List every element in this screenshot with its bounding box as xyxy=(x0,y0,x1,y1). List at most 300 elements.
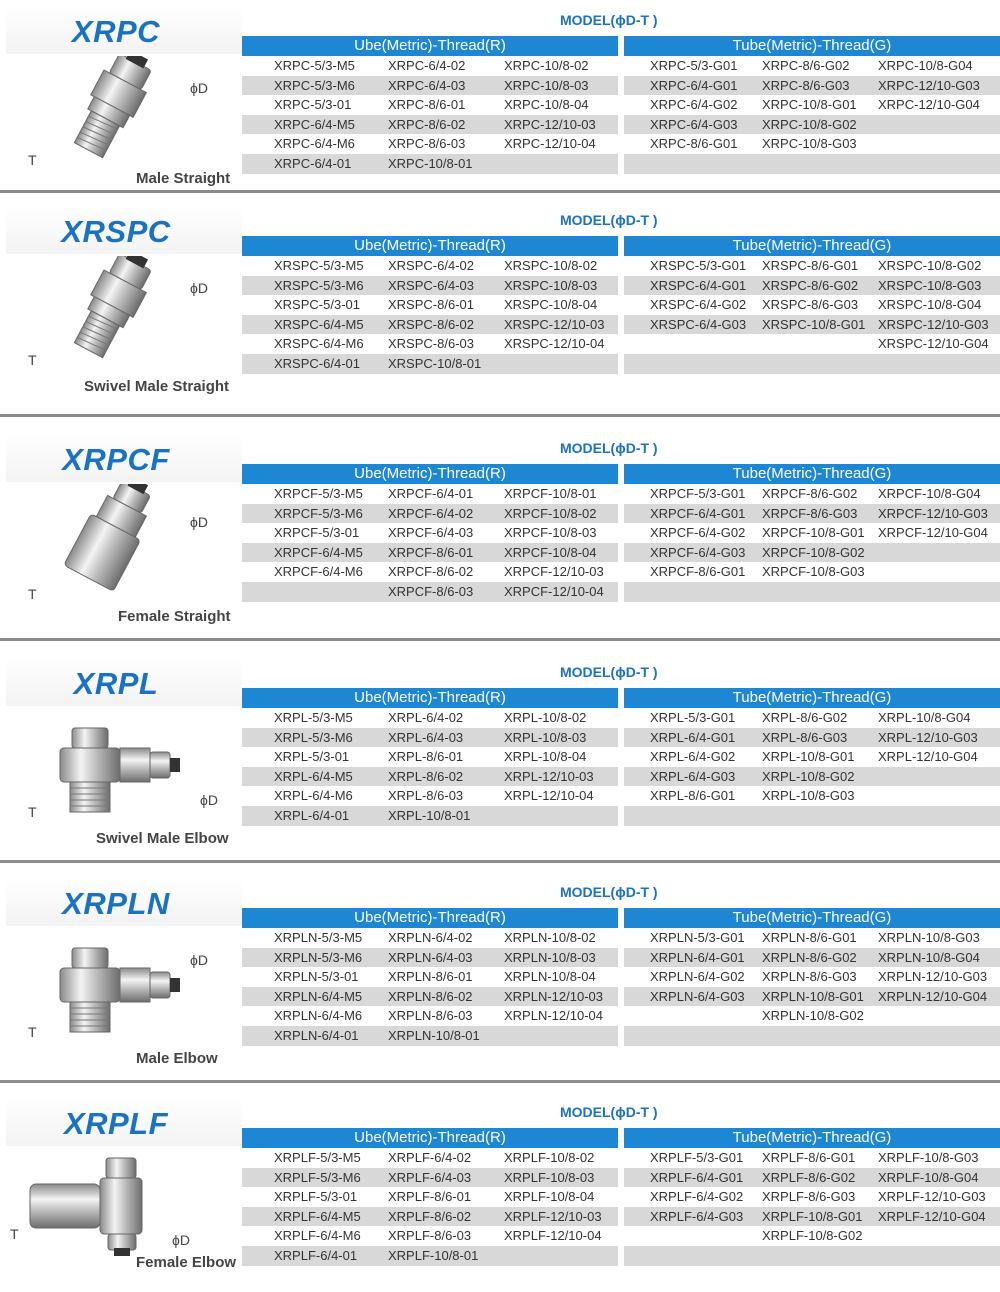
table-row xyxy=(242,115,618,135)
model-code-cell: XRPLF-6/4-01 xyxy=(274,1247,358,1263)
model-code-cell: XRPCF-5/3-M5 xyxy=(274,486,363,501)
model-title: MODEL(ϕD-T ) xyxy=(560,440,658,456)
thread-label: T xyxy=(10,1226,19,1242)
right-thread-table xyxy=(624,908,1000,1046)
model-code-cell: XRSPC-6/4-G01 xyxy=(650,277,747,293)
right-thread-table xyxy=(624,464,1000,602)
table-row xyxy=(242,1148,618,1168)
model-code-cell: XRPC-10/8-02 xyxy=(504,58,589,73)
fitting-image xyxy=(30,708,200,818)
model-code-cell: XRPCF-12/10-G04 xyxy=(878,525,988,541)
model-code-cell: XRSPC-12/10-03 xyxy=(504,316,605,332)
model-code-cell: XRSPC-6/4-M6 xyxy=(274,336,364,352)
product-section-xrpc xyxy=(0,0,1000,190)
model-code-cell: XRPLN-10/8-02 xyxy=(504,930,596,945)
model-code-cell: XRPC-12/10-03 xyxy=(504,116,596,132)
model-code-cell: XRPC-6/4-G01 xyxy=(650,77,738,93)
series-badge xyxy=(6,658,242,706)
diameter-label: ϕD xyxy=(172,1232,190,1248)
table-row xyxy=(242,728,618,748)
model-code-cell: XRPC-5/3-M5 xyxy=(274,58,355,73)
model-code-cell: XRPLF-10/8-G02 xyxy=(762,1228,863,1244)
model-code-cell: XRSPC-10/8-G04 xyxy=(878,297,982,313)
model-code-cell: XRPLN-6/4-M5 xyxy=(274,988,363,1004)
model-code-cell: XRPLN-8/6-01 xyxy=(388,969,473,985)
model-code-cell: XRPCF-10/8-03 xyxy=(504,525,597,541)
model-code-cell: XRPLN-6/4-03 xyxy=(388,949,473,965)
model-code-cell: XRSPC-5/3-G01 xyxy=(650,258,747,273)
model-code-cell: XRPL-6/4-02 xyxy=(388,710,464,725)
model-code-cell: XRPC-10/8-G01 xyxy=(762,97,857,113)
model-code-cell: XRPL-6/4-03 xyxy=(388,729,464,745)
table-row xyxy=(242,747,618,767)
model-code-cell: XRPL-12/10-03 xyxy=(504,768,594,784)
model-code-cell: XRPLN-8/6-G03 xyxy=(762,969,857,985)
model-code-cell: XRPC-10/8-G02 xyxy=(762,116,857,132)
model-code-cell: XRPL-10/8-G02 xyxy=(762,768,855,784)
table-row xyxy=(624,115,1000,135)
diameter-label: ϕD xyxy=(190,280,208,296)
model-code-cell: XRPCF-12/10-04 xyxy=(504,583,604,599)
model-code-cell: XRPLF-8/6-G03 xyxy=(762,1189,856,1205)
model-code-cell: XRSPC-5/3-M6 xyxy=(274,277,364,293)
model-code-cell: XRPCF-5/3-G01 xyxy=(650,486,746,501)
table-row xyxy=(624,504,1000,524)
model-code-cell: XRPCF-6/4-02 xyxy=(388,505,474,521)
model-code-cell: XRSPC-8/6-02 xyxy=(388,316,474,332)
table-row xyxy=(242,928,618,948)
model-code-cell: XRPL-12/10-04 xyxy=(504,788,594,804)
product-name: Swivel Male Elbow xyxy=(96,830,229,847)
table-row xyxy=(242,967,618,987)
table-row xyxy=(624,1148,1000,1168)
product-section-xrpl xyxy=(0,652,1000,847)
fitting-image xyxy=(30,484,200,594)
model-code-cell: XRPL-10/8-G03 xyxy=(762,788,855,804)
table-row xyxy=(624,747,1000,767)
model-code-cell: XRSPC-6/4-M5 xyxy=(274,316,364,332)
right-table-header: Tube(Metric)-Thread(G) xyxy=(624,464,1000,484)
left-table-header: Ube(Metric)-Thread(R) xyxy=(242,236,618,256)
model-code-cell: XRPC-6/4-03 xyxy=(388,77,466,93)
model-code-cell: XRPC-6/4-G02 xyxy=(650,97,738,113)
model-code-cell: XRPLN-8/6-G01 xyxy=(762,930,857,945)
model-code-cell: XRPCF-10/8-02 xyxy=(504,505,597,521)
table-row xyxy=(624,523,1000,543)
table-row xyxy=(624,354,1000,374)
table-row xyxy=(624,1187,1000,1207)
left-table-header: Ube(Metric)-Thread(R) xyxy=(242,688,618,708)
model-code-cell: XRSPC-5/3-01 xyxy=(274,297,360,313)
table-row xyxy=(624,806,1000,826)
left-thread-table xyxy=(242,236,618,374)
model-code-cell: XRSPC-6/4-01 xyxy=(274,355,360,371)
model-code-cell: XRPCF-10/8-01 xyxy=(504,486,597,501)
right-table-header: Tube(Metric)-Thread(G) xyxy=(624,1128,1000,1148)
table-row xyxy=(624,154,1000,174)
table-row xyxy=(242,76,618,96)
table-row xyxy=(624,1246,1000,1266)
table-row xyxy=(624,95,1000,115)
model-code-cell: XRPCF-8/6-02 xyxy=(388,564,474,580)
model-code-cell: XRPLF-10/8-G03 xyxy=(878,1150,979,1165)
model-code-cell: XRPCF-12/10-G03 xyxy=(878,505,988,521)
model-code-cell: XRPCF-12/10-03 xyxy=(504,564,604,580)
model-code-cell: XRPLN-6/4-G03 xyxy=(650,988,745,1004)
product-section-xrpcf xyxy=(0,428,1000,625)
model-code-cell: XRSPC-10/8-01 xyxy=(388,355,482,371)
model-code-cell: XRPLF-6/4-G02 xyxy=(650,1189,744,1205)
table-row xyxy=(624,334,1000,354)
table-row xyxy=(624,1168,1000,1188)
diameter-label: ϕD xyxy=(190,952,208,968)
fitting-image xyxy=(30,928,200,1038)
model-code-cell: XRSPC-8/6-G03 xyxy=(762,297,859,313)
table-row xyxy=(242,1168,618,1188)
model-code-cell: XRPCF-8/6-03 xyxy=(388,583,474,599)
table-row xyxy=(624,708,1000,728)
table-row xyxy=(624,728,1000,748)
series-name: XRPLN xyxy=(62,886,170,921)
model-code-cell: XRPL-8/6-02 xyxy=(388,768,464,784)
product-section-xrpln xyxy=(0,872,1000,1067)
table-row xyxy=(242,987,618,1007)
product-section-xrspc xyxy=(0,200,1000,395)
model-code-cell: XRPC-6/4-02 xyxy=(388,58,466,73)
model-code-cell: XRPLF-5/3-01 xyxy=(274,1189,358,1205)
model-code-cell: XRPL-10/8-01 xyxy=(388,807,471,823)
model-code-cell: XRPC-8/6-G03 xyxy=(762,77,850,93)
section-divider xyxy=(0,860,1000,863)
model-code-cell: XRPCF-10/8-G02 xyxy=(762,544,865,560)
section-divider xyxy=(0,638,1000,641)
right-thread-table xyxy=(624,1128,1000,1266)
model-code-cell: XRPLF-10/8-G04 xyxy=(878,1169,979,1185)
model-code-cell: XRPC-8/6-02 xyxy=(388,116,466,132)
table-row xyxy=(242,1226,618,1246)
model-code-cell: XRPCF-5/3-01 xyxy=(274,525,360,541)
model-code-cell: XRPC-10/8-03 xyxy=(504,77,589,93)
model-code-cell: XRPLF-5/3-M5 xyxy=(274,1150,361,1165)
right-thread-table xyxy=(624,688,1000,826)
model-code-cell: XRPC-5/3-G01 xyxy=(650,58,738,73)
model-code-cell: XRPL-5/3-G01 xyxy=(650,710,736,725)
model-code-cell: XRPLN-10/8-01 xyxy=(388,1027,480,1043)
table-row xyxy=(624,56,1000,76)
table-row xyxy=(624,767,1000,787)
model-title: MODEL(ϕD-T ) xyxy=(560,884,658,900)
series-name: XRPC xyxy=(71,14,161,49)
model-code-cell: XRPLF-10/8-02 xyxy=(504,1150,595,1165)
left-table-header: Ube(Metric)-Thread(R) xyxy=(242,36,618,56)
model-code-cell: XRPCF-10/8-04 xyxy=(504,544,597,560)
model-code-cell: XRSPC-8/6-01 xyxy=(388,297,474,313)
table-row xyxy=(624,295,1000,315)
table-row xyxy=(624,276,1000,296)
model-code-cell: XRPLN-6/4-G02 xyxy=(650,969,745,985)
model-code-cell: XRPCF-8/6-G01 xyxy=(650,564,746,580)
table-row xyxy=(624,484,1000,504)
model-code-cell: XRPLN-8/6-02 xyxy=(388,988,473,1004)
left-thread-table xyxy=(242,688,618,826)
series-name: XRPLF xyxy=(63,1106,169,1141)
table-row xyxy=(624,1226,1000,1246)
model-code-cell: XRPL-8/6-G03 xyxy=(762,729,848,745)
table-row xyxy=(242,1006,618,1026)
table-row xyxy=(624,1026,1000,1046)
model-code-cell: XRPLF-6/4-02 xyxy=(388,1150,472,1165)
left-thread-table xyxy=(242,908,618,1046)
model-code-cell: XRPL-10/8-G04 xyxy=(878,710,971,725)
model-code-cell: XRSPC-10/8-G02 xyxy=(878,258,982,273)
model-code-cell: XRPLN-6/4-01 xyxy=(274,1027,359,1043)
model-code-cell: XRPC-6/4-M5 xyxy=(274,116,355,132)
model-code-cell: XRPC-10/8-G04 xyxy=(878,58,973,73)
model-code-cell: XRPCF-8/6-01 xyxy=(388,544,474,560)
model-code-cell: XRPCF-6/4-M6 xyxy=(274,564,363,580)
left-table-header: Ube(Metric)-Thread(R) xyxy=(242,908,618,928)
model-code-cell: XRPC-10/8-01 xyxy=(388,155,473,171)
series-badge xyxy=(6,1098,242,1146)
table-row xyxy=(242,948,618,968)
model-code-cell: XRPLN-5/3-01 xyxy=(274,969,359,985)
right-thread-table xyxy=(624,236,1000,374)
model-code-cell: XRPCF-6/4-G03 xyxy=(650,544,746,560)
product-name: Female Straight xyxy=(118,608,231,625)
model-code-cell: XRPC-10/8-04 xyxy=(504,97,589,113)
model-code-cell: XRPL-6/4-G03 xyxy=(650,768,736,784)
diameter-label: ϕD xyxy=(190,80,208,96)
model-code-cell: XRPLN-10/8-G02 xyxy=(762,1008,864,1024)
table-row xyxy=(242,276,618,296)
model-code-cell: XRSPC-5/3-M5 xyxy=(274,258,364,273)
table-row xyxy=(624,256,1000,276)
model-code-cell: XRPLN-5/3-M5 xyxy=(274,930,363,945)
model-code-cell: XRPC-8/6-03 xyxy=(388,136,466,152)
section-divider xyxy=(0,1080,1000,1083)
series-badge xyxy=(6,434,242,482)
model-code-cell: XRPLF-5/3-G01 xyxy=(650,1150,744,1165)
fitting-image xyxy=(30,56,200,166)
model-code-cell: XRSPC-8/6-03 xyxy=(388,336,474,352)
model-code-cell: XRPL-6/4-01 xyxy=(274,807,350,823)
product-name: Female Elbow xyxy=(136,1254,237,1271)
table-row xyxy=(624,315,1000,335)
model-code-cell: XRPCF-10/8-G03 xyxy=(762,564,865,580)
model-code-cell: XRSPC-6/4-03 xyxy=(388,277,474,293)
model-code-cell: XRPL-5/3-01 xyxy=(274,749,350,765)
model-code-cell: XRPC-12/10-04 xyxy=(504,136,596,152)
table-row xyxy=(624,1006,1000,1026)
table-row xyxy=(242,256,618,276)
model-code-cell: XRPLN-10/8-G03 xyxy=(878,930,980,945)
model-title: MODEL(ϕD-T ) xyxy=(560,212,658,228)
model-code-cell: XRPLF-8/6-G02 xyxy=(762,1169,856,1185)
model-code-cell: XRSPC-10/8-G03 xyxy=(878,277,982,293)
product-name: Male Elbow xyxy=(136,1050,218,1067)
model-code-cell: XRSPC-8/6-G01 xyxy=(762,258,859,273)
model-code-cell: XRSPC-12/10-04 xyxy=(504,336,605,352)
model-code-cell: XRPLN-10/8-04 xyxy=(504,969,596,985)
left-table-header: Ube(Metric)-Thread(R) xyxy=(242,1128,618,1148)
thread-label: T xyxy=(28,586,37,602)
model-code-cell: XRPCF-10/8-G04 xyxy=(878,486,981,501)
model-code-cell: XRPLF-12/10-03 xyxy=(504,1208,602,1224)
model-code-cell: XRSPC-10/8-G01 xyxy=(762,316,866,332)
model-code-cell: XRPL-10/8-03 xyxy=(504,729,587,745)
product-section-xrplf xyxy=(0,1092,1000,1282)
table-row xyxy=(242,354,618,374)
model-code-cell: XRPC-12/10-G03 xyxy=(878,77,980,93)
series-badge xyxy=(6,206,242,254)
table-row xyxy=(624,1207,1000,1227)
model-code-cell: XRPCF-6/4-01 xyxy=(388,486,474,501)
table-row xyxy=(242,562,618,582)
table-row xyxy=(242,154,618,174)
model-code-cell: XRPLF-6/4-M6 xyxy=(274,1228,361,1244)
table-row xyxy=(242,1246,618,1266)
table-row xyxy=(624,967,1000,987)
table-row xyxy=(624,928,1000,948)
thread-label: T xyxy=(28,804,37,820)
model-code-cell: XRPLF-10/8-G01 xyxy=(762,1208,863,1224)
product-name: Male Straight xyxy=(136,170,231,187)
table-row xyxy=(242,334,618,354)
model-code-cell: XRPLN-10/8-G04 xyxy=(878,949,980,965)
diameter-label: ϕD xyxy=(190,514,208,530)
model-code-cell: XRPLF-8/6-02 xyxy=(388,1208,472,1224)
model-code-cell: XRPLF-12/10-G03 xyxy=(878,1189,986,1205)
table-row xyxy=(242,95,618,115)
model-code-cell: XRSPC-6/4-G03 xyxy=(650,316,747,332)
model-code-cell: XRPL-8/6-G02 xyxy=(762,710,848,725)
model-code-cell: XRPCF-8/6-G03 xyxy=(762,505,858,521)
table-row xyxy=(624,562,1000,582)
model-code-cell: XRPL-5/3-M5 xyxy=(274,710,353,725)
model-code-cell: XRPLF-6/4-03 xyxy=(388,1169,472,1185)
model-code-cell: XRPCF-8/6-G02 xyxy=(762,486,858,501)
model-code-cell: XRPL-6/4-G02 xyxy=(650,749,736,765)
model-code-cell: XRSPC-8/6-G02 xyxy=(762,277,859,293)
model-code-cell: XRPC-5/3-M6 xyxy=(274,77,355,93)
table-row xyxy=(624,786,1000,806)
model-code-cell: XRPLN-10/8-G01 xyxy=(762,988,864,1004)
model-code-cell: XRPL-6/4-G01 xyxy=(650,729,736,745)
table-row xyxy=(624,76,1000,96)
model-code-cell: XRPC-12/10-G04 xyxy=(878,97,980,113)
table-row xyxy=(242,134,618,154)
table-row xyxy=(242,295,618,315)
model-code-cell: XRPL-6/4-M6 xyxy=(274,788,353,804)
series-name: XRPCF xyxy=(62,442,170,477)
model-code-cell: XRPLN-12/10-04 xyxy=(504,1008,603,1024)
table-row xyxy=(242,806,618,826)
fitting-image xyxy=(20,1148,190,1258)
left-thread-table xyxy=(242,36,618,174)
model-code-cell: XRPL-8/6-03 xyxy=(388,788,464,804)
table-row xyxy=(624,948,1000,968)
right-table-header: Tube(Metric)-Thread(G) xyxy=(624,688,1000,708)
table-row xyxy=(242,315,618,335)
model-code-cell: XRPL-8/6-01 xyxy=(388,749,464,765)
model-code-cell: XRPCF-6/4-G01 xyxy=(650,505,746,521)
model-code-cell: XRPCF-5/3-M6 xyxy=(274,505,363,521)
right-thread-table xyxy=(624,36,1000,174)
model-code-cell: XRPC-6/4-G03 xyxy=(650,116,738,132)
table-row xyxy=(242,543,618,563)
model-code-cell: XRPLN-12/10-03 xyxy=(504,988,603,1004)
model-code-cell: XRSPC-10/8-03 xyxy=(504,277,598,293)
model-code-cell: XRPLF-10/8-04 xyxy=(504,1189,595,1205)
model-title: MODEL(ϕD-T ) xyxy=(560,1104,658,1120)
table-row xyxy=(242,504,618,524)
model-code-cell: XRPC-8/6-01 xyxy=(388,97,466,113)
model-code-cell: XRPCF-10/8-G01 xyxy=(762,525,865,541)
model-code-cell: XRPC-5/3-01 xyxy=(274,97,352,113)
fitting-image xyxy=(30,256,200,366)
table-row xyxy=(242,708,618,728)
section-divider xyxy=(0,414,1000,417)
model-code-cell: XRPL-5/3-M6 xyxy=(274,729,353,745)
left-thread-table xyxy=(242,464,618,602)
table-row xyxy=(242,582,618,602)
model-title: MODEL(ϕD-T ) xyxy=(560,664,658,680)
model-code-cell: XRPC-6/4-01 xyxy=(274,155,352,171)
right-table-header: Tube(Metric)-Thread(G) xyxy=(624,908,1000,928)
model-code-cell: XRPLF-6/4-G03 xyxy=(650,1208,744,1224)
model-code-cell: XRSPC-12/10-G03 xyxy=(878,316,989,332)
model-code-cell: XRSPC-6/4-02 xyxy=(388,258,474,273)
model-code-cell: XRPLN-5/3-G01 xyxy=(650,930,745,945)
model-code-cell: XRSPC-12/10-G04 xyxy=(878,336,989,352)
model-code-cell: XRSPC-10/8-02 xyxy=(504,258,598,273)
model-code-cell: XRPLN-10/8-03 xyxy=(504,949,596,965)
product-name: Swivel Male Straight xyxy=(84,378,230,395)
left-thread-table xyxy=(242,1128,618,1266)
table-row xyxy=(242,523,618,543)
model-code-cell: XRPC-8/6-G02 xyxy=(762,58,850,73)
model-code-cell: XRPL-12/10-G04 xyxy=(878,749,978,765)
left-table-header: Ube(Metric)-Thread(R) xyxy=(242,464,618,484)
model-code-cell: XRPLN-12/10-G04 xyxy=(878,988,988,1004)
model-code-cell: XRPLF-8/6-03 xyxy=(388,1228,472,1244)
model-code-cell: XRPLN-6/4-M6 xyxy=(274,1008,363,1024)
model-code-cell: XRPLF-6/4-G01 xyxy=(650,1169,744,1185)
model-code-cell: XRPLF-12/10-04 xyxy=(504,1228,602,1244)
model-code-cell: XRPCF-6/4-03 xyxy=(388,525,474,541)
model-code-cell: XRPC-10/8-G03 xyxy=(762,136,857,152)
series-name: XRSPC xyxy=(61,214,171,249)
thread-label: T xyxy=(28,152,37,168)
model-code-cell: XRPLN-5/3-M6 xyxy=(274,949,363,965)
table-row xyxy=(242,1187,618,1207)
model-code-cell: XRPL-12/10-G03 xyxy=(878,729,978,745)
section-divider xyxy=(0,190,1000,193)
model-code-cell: XRPLF-8/6-01 xyxy=(388,1189,472,1205)
table-row xyxy=(242,1026,618,1046)
model-code-cell: XRPLF-10/8-03 xyxy=(504,1169,595,1185)
series-badge xyxy=(6,6,242,54)
table-row xyxy=(624,582,1000,602)
model-code-cell: XRPLF-10/8-01 xyxy=(388,1247,479,1263)
diameter-label: ϕD xyxy=(200,792,218,808)
model-code-cell: XRPLF-6/4-M5 xyxy=(274,1208,361,1224)
table-row xyxy=(242,1207,618,1227)
series-name: XRPL xyxy=(73,666,159,701)
table-row xyxy=(624,543,1000,563)
model-code-cell: XRSPC-10/8-04 xyxy=(504,297,598,313)
model-code-cell: XRPC-6/4-M6 xyxy=(274,136,355,152)
